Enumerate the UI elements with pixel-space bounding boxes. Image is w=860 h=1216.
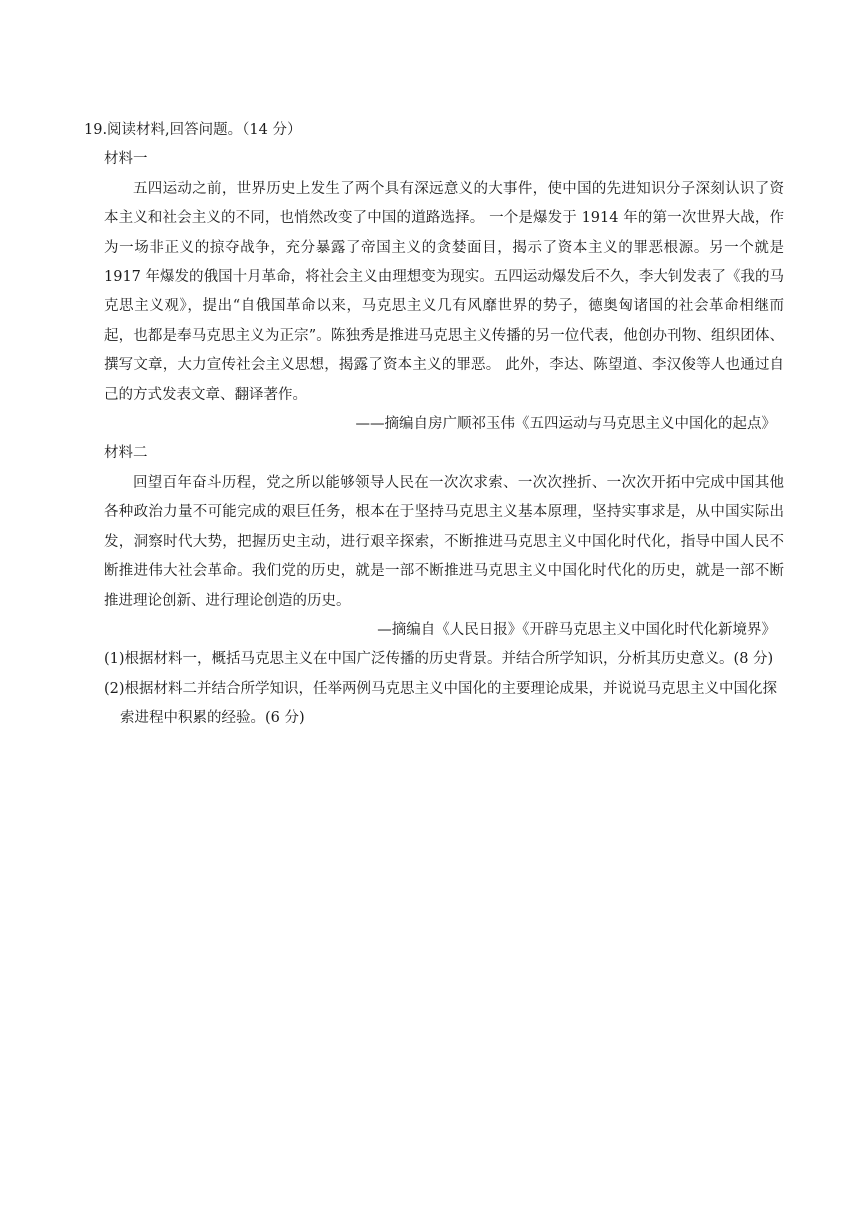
material-1-label: 材料一 (104, 151, 148, 168)
material-2-text: 回望百年奋斗历程，党之所以能够领导人民在一次次求索、一次次挫折、一次次开拓中完成中国其他各种政治力量不可能完成的艰巨任务，根本在于坚持马克思主义基本原理，坚持实事求是，从中国实际出发，洞察时代大势，把握历史主动，进行艰辛探索，不断推进马克思主义中国化时代化，指导中国人民不断推进伟大社会革命。我们党的历史，就是一部不断推进马克思主义中国化时代化的历史，就是一部不断推进理论创新、进行理论创造的历史。 (104, 474, 784, 609)
exam-question (84, 116, 784, 734)
sub-question-1: (1)根据材料一，概括马克思主义在中国广泛传播的历史背景。并结合所学知识，分析其历史意义。(8 分) (104, 651, 774, 668)
material-2-source: —摘编自《人民日报》《开辟马克思主义中国化时代化新境界》 (377, 621, 776, 638)
material-2-label: 材料二 (104, 445, 148, 462)
question-title: 19.阅读材料,回答问题。（14 分） (84, 122, 302, 138)
sub-question-2: (2)根据材料二并结合所学知识，任举两例马克思主义中国化的主要理论成果，并说说马克思主义中国化探索进程中积累的经验。(6 分) (104, 680, 778, 727)
material-1-source: ——摘编自房广顺祁玉伟《五四运动与马克思主义中国化的起点》 (355, 416, 776, 433)
material-1-text: 五四运动之前，世界历史上发生了两个具有深远意义的大事件，使中国的先进知识分子深刻认识了资本主义和社会主义的不同，也悄然改变了中国的道路选择。 一个是爆发于 1914 年的第一次世界大战，作为一场非正义的掠夺战争，充分暴露了帝国主义的贪婪面目，揭示了资本主义的罪恶根源。另一个就是 1917 年爆发的俄国十月革命，将社会主义由理想变为现实。五四运动爆发后不久，李大钊发表了《我的马克思主义观》，提出“自俄国革命以来，马克思主义几有风靡世界的势子，德奥匈诸国的社会革命相继而起，也都是奉马克思主义为正宗”。陈独秀是推进马克思主义传播的另一位代表，他创办刊物、组织团体、撰写文章，大力宣传社会主义思想，揭露了资本主义的罪恶。 此外，李达、陈望道、李汉俊等人也通过自己的方式发表文章、翻译著作。 (104, 180, 784, 403)
